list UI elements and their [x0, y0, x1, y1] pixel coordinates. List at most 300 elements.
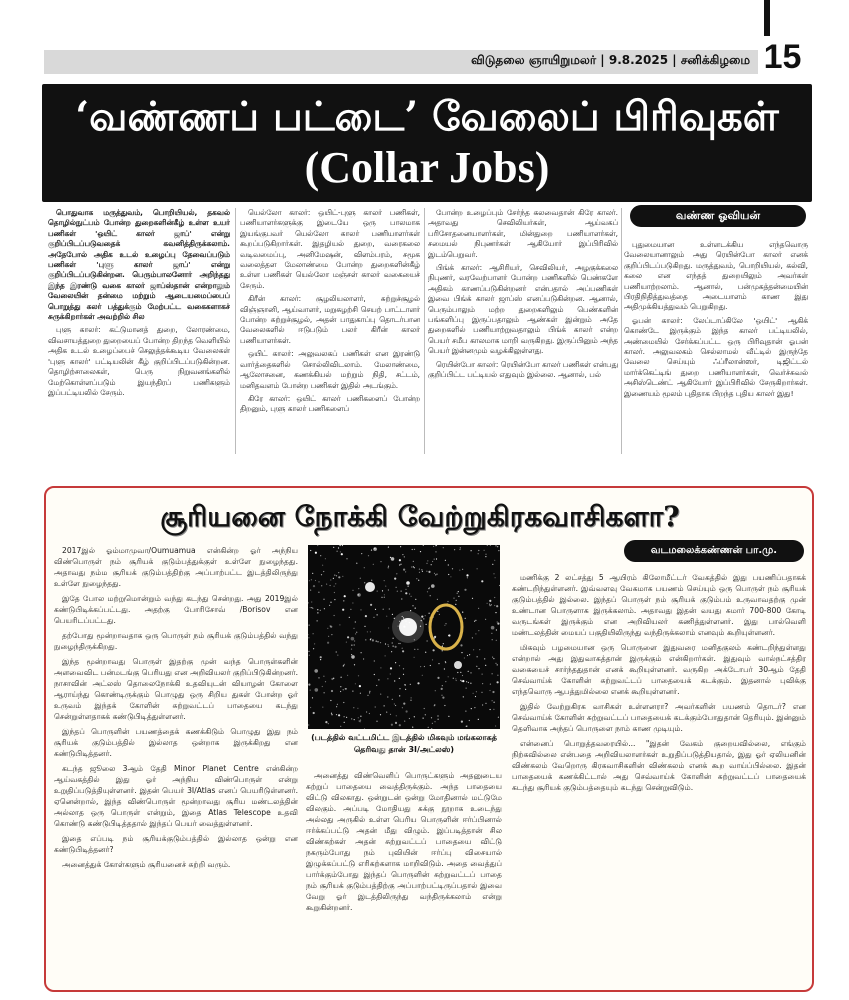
star [308, 651, 309, 652]
star [426, 571, 427, 572]
star [315, 552, 317, 554]
star [435, 545, 436, 546]
star [390, 714, 391, 715]
star [458, 596, 459, 597]
star [371, 550, 372, 551]
star [492, 639, 493, 640]
star [474, 621, 475, 622]
star [408, 586, 409, 587]
star [479, 649, 480, 650]
star [397, 591, 398, 592]
star [360, 609, 361, 610]
star [482, 674, 483, 675]
star [386, 616, 387, 617]
star [427, 560, 428, 561]
star [364, 567, 365, 568]
star [315, 580, 316, 581]
star [360, 578, 361, 579]
star [340, 726, 341, 727]
star [315, 688, 319, 692]
star [327, 628, 328, 629]
star [430, 595, 431, 596]
star [338, 714, 340, 716]
star [425, 714, 426, 715]
star [492, 673, 493, 674]
star [406, 581, 410, 585]
star [432, 723, 433, 724]
star [478, 668, 479, 669]
star [417, 682, 419, 684]
star [309, 625, 310, 626]
star [441, 688, 443, 690]
star [434, 721, 435, 722]
star [338, 572, 339, 573]
star [361, 652, 362, 653]
star [399, 665, 400, 666]
star [377, 641, 378, 642]
star [493, 709, 494, 710]
star [492, 700, 493, 701]
star [372, 639, 374, 641]
star [460, 680, 461, 681]
star [312, 697, 313, 698]
star [389, 608, 390, 609]
star [425, 652, 426, 653]
star [402, 648, 403, 649]
star [406, 710, 408, 712]
paragraph: அனைத்து விண்வெளிப் பொருட்களும் அதனுடைய சுற்றுப் பாதையை வைத்திருக்கும். அந்த பாதையை விட்டு விலகாது. ஒன்றுடன் ஒன்று மோதினால் மட்டுமே விலகும். அப்படி மோதியது சுக்கு நூறாக உடைந்து அல்லது அருகில் உள்ள பெரிய பொருளின் ஈர்ப்பினால் ஈர்க்கப்பட்டு அதன் மீது விழும். இப்படித்தான் சில விண்கற்கள் அதன் சுற்றுவட்டப் பாதையை விட்டு நகரும்போது நம் புவியின் ஈர்ப்பு விசையால் இழுக்கப்பட்டு எரிகற்களாக மாறிவிடும். அதை வைத்துப் பார்க்கும்போது இந்தப் பொருளின் சுற்றுவட்டப் பாதை நம் சூரியக் குடும்பத்திற்கு அப்பாற்பட்டிருப்பதால் இவை வேறு ஓர் இடத்திலிருந்து வந்திருக்கலாம் என்று கூறுகின்றனர். [306, 771, 502, 912]
star [394, 578, 396, 580]
star [478, 719, 479, 720]
star [331, 634, 332, 635]
star [337, 655, 338, 656]
star [320, 610, 321, 611]
star [436, 574, 437, 575]
star [430, 665, 431, 666]
star [474, 707, 475, 708]
article2-column-2 [306, 770, 502, 985]
star [423, 618, 424, 619]
star [494, 702, 495, 703]
star [485, 554, 486, 555]
star [351, 649, 352, 650]
star [308, 684, 310, 686]
star [392, 699, 393, 700]
star [351, 655, 355, 659]
star [401, 591, 402, 592]
star [318, 592, 319, 593]
star [497, 623, 499, 625]
star [495, 577, 496, 578]
star [404, 556, 405, 557]
star [384, 580, 385, 581]
star [466, 574, 468, 576]
article2-title: சூரியனை நோக்கி வேற்றுகிரகவாசிகளா? [160, 500, 680, 533]
star [463, 696, 464, 697]
star [497, 664, 498, 665]
star [414, 716, 415, 717]
star [418, 580, 419, 581]
star [370, 604, 372, 606]
star [337, 551, 338, 552]
star [403, 674, 404, 675]
star [312, 608, 313, 609]
star [409, 718, 410, 719]
star [403, 569, 405, 571]
star [432, 561, 433, 562]
star [351, 654, 352, 655]
star [396, 587, 397, 588]
star [438, 719, 439, 720]
star [352, 590, 353, 591]
star [353, 628, 354, 629]
star [390, 673, 391, 674]
star [378, 679, 379, 680]
star [431, 717, 432, 718]
star [344, 595, 346, 597]
star [496, 605, 498, 607]
star [349, 617, 350, 618]
star [314, 669, 318, 673]
star [459, 570, 460, 571]
star [380, 667, 381, 668]
star [380, 561, 381, 562]
star [400, 546, 401, 547]
star [465, 618, 466, 619]
star [313, 633, 314, 634]
paragraph: பிங்க் காலர்: ஆசிரியர், செவிலியர், அழகுக்கலை நிபுணர், வரவேற்பாளர் போன்ற பணிகளில் பெண்களே அதிகம் காணப்படுகின்றனர் என்பதால் அப்பணிகள் இவை பிங்க் காலர் ஜாப்ஸ் எனப்படுகின்றன. ஆனால், பெரும்பாலும் மற்ற துறைகளிலும் பெண்களின் பங்களிப்பு இருப்பதாலும் ஆண்கள் இன்றும் அதே துறைகளில் பணியாற்றுவதாலும் பிங்க் காலர் என்ற பெயர் சமீப காலமாக மாறி வருகிறது. இருப்பினும் அந்த பெயர் இன்னமும் வழக்கிலுள்ளது. [428, 263, 618, 356]
star [343, 665, 344, 666]
star [443, 547, 444, 548]
star [334, 599, 335, 600]
star [459, 549, 460, 550]
star [437, 677, 439, 679]
column-divider [235, 208, 236, 454]
star [353, 707, 354, 708]
star [495, 545, 496, 546]
star [333, 547, 334, 548]
star [435, 551, 436, 552]
star [484, 550, 485, 551]
star [346, 717, 347, 718]
star [485, 703, 486, 704]
star [320, 555, 321, 556]
article-column-1 [48, 208, 230, 456]
paragraph: தற்போது மூன்றாவதாக ஒரு பொருள் நம் சூரியக் குடும்பத்தில் வந்து நுழைந்திருக்கிறது. [54, 631, 298, 651]
star [376, 641, 377, 642]
star [357, 708, 358, 709]
star [447, 601, 448, 602]
star [413, 561, 414, 562]
star [326, 584, 327, 585]
star [473, 649, 474, 650]
star [325, 681, 326, 682]
star [358, 675, 359, 676]
star [460, 672, 461, 673]
star [368, 555, 369, 556]
star [415, 599, 416, 600]
star [383, 609, 384, 610]
star [386, 712, 387, 713]
star [385, 643, 386, 644]
star [442, 650, 443, 651]
star [388, 627, 389, 628]
star [490, 684, 491, 685]
star [455, 604, 456, 605]
star [444, 668, 445, 669]
star [388, 646, 389, 647]
star [400, 564, 401, 565]
star [330, 700, 331, 701]
star [323, 571, 324, 572]
star [462, 680, 464, 682]
star [436, 558, 437, 559]
star [360, 720, 361, 721]
star [481, 580, 483, 582]
star [477, 656, 478, 657]
star [442, 685, 443, 686]
star [387, 696, 388, 697]
star [313, 712, 315, 714]
star [343, 600, 344, 601]
star [335, 583, 336, 584]
star [324, 692, 325, 693]
star [471, 708, 472, 709]
star [356, 632, 357, 633]
star [411, 566, 412, 567]
star [371, 580, 372, 581]
paragraph: போன்ற உழைப்பும் சேர்ந்த கலவைதான் கிரே காலர். அதாவது செவிலியர்கள், ஆய்வகப் பரிசோதனையாளர்கள், மின்துறை பணியாளர்கள், சமையல் நிபுணர்கள் ஆகியோர் இப்பிரிவில் இடம்பெறுவர். [428, 208, 618, 259]
star [334, 592, 335, 593]
star [437, 715, 438, 716]
star [412, 727, 413, 728]
article2-column-3 [512, 572, 806, 985]
star [466, 681, 467, 682]
star [485, 619, 486, 620]
star [387, 644, 388, 645]
star [462, 675, 463, 676]
star [361, 553, 362, 554]
star [428, 727, 429, 728]
star [333, 578, 334, 579]
star [351, 637, 355, 641]
star [471, 550, 472, 551]
star [330, 585, 331, 586]
star [382, 590, 383, 591]
star [402, 650, 404, 652]
star [399, 678, 400, 679]
star [347, 636, 349, 638]
article-title-banner [42, 84, 812, 202]
star [497, 546, 498, 547]
paragraph: பொதுவாக மருத்துவம், பொறியியல், தகவல் தொழில்நுட்பம் போன்ற துறைகளின்கீழ் உள்ள உயர் பணிகள் 'ஒயிட் காலர் ஜாப்' என்று குறிப்பிடப்படுவதைக் கவனித்திருக்கலாம். அதேபோல் அதிக உடல் உழைப்பு தேவைப்படும் பணிகள் 'புளு காலர் ஜாப்' என்று குறிப்பிடப்படுகின்றன. பெரும்பாலனோர் அறிந்தது இந்த இரண்டு வகை காலர் ஜாப்ஸ்தான் என்றாலும் வேலையின் தன்மை மற்றும் ஆடையமைப்பைப் பொறுத்து கலர் பத்துக்கும் மேற்பட்ட வகைகளாகச் சுருக்கிறார்கள் அவற்றில் சில [48, 208, 230, 322]
star [431, 564, 432, 565]
star [375, 706, 376, 707]
star [393, 638, 394, 639]
star [414, 549, 415, 550]
star [321, 585, 322, 586]
star [310, 707, 311, 708]
star [435, 637, 436, 638]
star [448, 676, 449, 677]
star [345, 688, 346, 689]
column-divider [621, 208, 622, 454]
star [473, 693, 474, 694]
star [444, 705, 445, 706]
star [402, 707, 403, 708]
star [381, 597, 382, 598]
star [464, 589, 466, 591]
paragraph: மணிக்கு 2 லட்சத்து 5 ஆயிரம் கிலோமீட்டர் வேகத்தில் இது பயணிப்பதாகக் கண்டறிந்துள்ளனர். இவ்வளவு வேகமாக பயணம் செய்யும் ஒரு பொருள் நம் சூரியக் குடும்பத்தில் இல்லை. இந்தப் பொருள் நம் சூரியக் குடும்பம் உருவாவதற்கு முன் உண்டான பொருளாக இருக்கலாம். அதாவது இதன் வயது சுமார் 700-800 கோடி வருடங்கள் இருக்கும் என அறிவியலர் கணித்துள்ளனர். இது பால்வெளி மண்டலத்தின் மையப் பகுதியிலிருந்து வந்திருக்கலாம் எனவும் கூறியுள்ளனர். [512, 573, 806, 637]
star [376, 721, 377, 722]
star [314, 643, 315, 644]
star [343, 702, 344, 703]
star [417, 649, 418, 650]
paragraph: அனைத்துக் கோள்களும் சூரியனைச் சுற்றி வரும். [62, 860, 231, 869]
star [434, 573, 435, 574]
star [336, 575, 337, 576]
star [445, 661, 446, 662]
star [355, 633, 356, 634]
star [352, 691, 353, 692]
star [495, 725, 496, 726]
star [497, 621, 498, 622]
star [429, 613, 430, 614]
paragraph: கடந்த ஜூலை 3ஆம் தேதி Minor Planet Centre என்கின்ற ஆய்வகத்தில் இது ஓர் அந்நிய விண்பொருள் என்று உறுதிப்படுத்தியுள்ளனர். இதன் பெயர் 3I/Atlas எனப் பெயரிடுள்ளனர். ஏனென்றால், இந்த விண்பொருள் மூன்றாவது சூரிய மண்டலத்தின் அல்லாத ஒரு பொருள் என்றும், இதை Atlas Telescope உதவி கொண்டு கண்டுபிடித்ததால் இந்தப் பெயர் வைத்துள்ளனர். [54, 764, 298, 828]
star [355, 683, 356, 684]
column-divider [424, 208, 425, 454]
star [367, 631, 368, 632]
star [330, 602, 331, 603]
star [399, 688, 400, 689]
star [358, 717, 359, 718]
paragraph: யெல்லோ காலர்: ஒயிட்-புளு காலர் பணிகள், பணியாளர்களுக்கு இடையே ஒரு பாலமாக இயங்குபவர் யெல்லோ காலர் பணியாளர்கள் கூறப்படுகிறார்கள். இதழியல் துறை, வரைகலை வடிவமைப்பு, அனிமேஷன், விளம்பரம், சமூக வலைத்தள மேலாண்மை போன்ற துறைகளின்கீழ் உள்ள பணிகள் யெல்லோ மஞ்சள் காலர் வகையைச் சேரும். [240, 208, 420, 290]
star [365, 615, 367, 617]
star [341, 677, 342, 678]
star [452, 568, 453, 569]
star [458, 591, 459, 592]
star [355, 621, 356, 622]
star [487, 603, 488, 604]
star [325, 558, 326, 559]
star [334, 586, 335, 587]
star [399, 695, 400, 696]
star [373, 617, 374, 618]
star [313, 648, 314, 649]
star [448, 574, 449, 575]
star [425, 615, 426, 616]
star [399, 724, 401, 726]
star [468, 682, 469, 683]
star [311, 579, 312, 580]
star [437, 611, 438, 612]
star [493, 573, 494, 574]
star [351, 645, 352, 646]
star [490, 709, 491, 710]
star [493, 658, 494, 659]
star [460, 644, 462, 646]
star [467, 577, 468, 578]
star [341, 553, 343, 555]
star [432, 659, 433, 660]
star [392, 642, 393, 643]
star [495, 612, 496, 613]
star [492, 564, 493, 565]
paragraph: புளு காலர்: கட்டுமானத் துறை, லோரண்மை, விவசாயத்துறை துறையைப் போன்ற திறந்த வெளியில் அதிக உடல் உழைப்பைச் செலுத்தக்கூடிய வேலைகள் 'புளு காலர்' பட்டியலின் கீழ் குறிப்பிடப்படுகின்றன. தொழிற்சாலைகள், பெரு நிறுவனங்களில் மேற்கொள்ளப்படும் இயந்திரப் பணிகளும் இப்பட்டியலில் சேரும். [48, 325, 230, 397]
star [321, 574, 322, 575]
star [482, 704, 483, 705]
star [472, 598, 473, 599]
star [477, 568, 478, 569]
star [327, 642, 329, 644]
page-number: 15 [763, 38, 802, 76]
star [373, 564, 374, 565]
star [376, 685, 377, 686]
star [322, 707, 323, 708]
star [419, 572, 420, 573]
star [391, 557, 395, 561]
star [336, 651, 337, 652]
star [478, 608, 479, 609]
star [464, 657, 465, 658]
star [369, 691, 370, 692]
star [448, 564, 449, 565]
star [343, 689, 344, 690]
star [491, 633, 492, 634]
star [398, 643, 399, 644]
star [422, 571, 423, 572]
star [423, 718, 424, 719]
star [385, 655, 386, 656]
star [360, 716, 361, 717]
star [428, 571, 430, 573]
star [411, 697, 412, 698]
paragraph: இதை எப்படி நம் சூரியக்குடும்பத்தில் இல்லாத ஒன்று என கண்டுபிடித்தனர்? [54, 834, 298, 854]
star [347, 675, 348, 676]
star [393, 646, 394, 647]
star [310, 690, 311, 691]
star [360, 693, 361, 694]
star [435, 690, 436, 691]
star [394, 680, 395, 681]
star [374, 674, 375, 675]
star [435, 574, 436, 575]
star [369, 713, 370, 714]
star [460, 547, 461, 548]
star [354, 640, 355, 641]
star [336, 714, 337, 715]
star [358, 588, 359, 589]
star [410, 700, 411, 701]
star [384, 594, 385, 595]
star [395, 662, 396, 663]
star [395, 722, 397, 724]
star [494, 560, 495, 561]
star [388, 589, 389, 590]
star [394, 703, 395, 704]
star [399, 559, 401, 561]
star [427, 591, 428, 592]
star [312, 573, 313, 574]
star [421, 616, 423, 618]
star [405, 571, 406, 572]
star [311, 607, 312, 608]
star [309, 655, 310, 656]
star [448, 716, 449, 717]
star [354, 719, 355, 720]
paragraph: இந்த மூன்றாவது பொருள் இதற்கு முன் வந்த பொருள்களின் அளவைவிட பன்மடங்கு பெரியது என அறிவியலர் குறிப்பிடுகின்றனர். நாசாவின் அட்லஸ் தொலைநோக்கி உதவியுடன் வியாழன் கோளை ஆராய்ந்து கொண்டிருக்கும் பொழுது ஒரு சிறிய துகள் போன்ற ஓர் உருவம் இந்தக் கோளின் சுற்றுவட்டப் பாதையை கடந்து சென்றுள்ளதாகக் கண்டுபிடித்துள்ளனர். [54, 657, 298, 721]
paragraph: ஓபன் காலர்: லேப்டாப்கிலே 'ஒயிட்' ஆகிக் கொண்டே இருக்கும் இந்த காலர் பட்டியலில், அண்மையில் சேர்க்கப்பட்ட ஒரு பிரிவுதான் ஓபன் காலர். அலுவலகம் செல்லாமல் வீட்டில் இருந்தே வேலை செய்யும் ஃப்ரீலான்ஸர், டிஜிட்டல் மார்க்கெட்டிங் துறை பணியாளர்கள், வெர்ச்சுவல் அசிஸ்டெண்ட் ஆகியோர் இப்பிரிவில் சேருகிறார்கள். இணையம் மூலம் புதிதாக பிறந்த புதிய காலர் இது! [624, 315, 808, 398]
